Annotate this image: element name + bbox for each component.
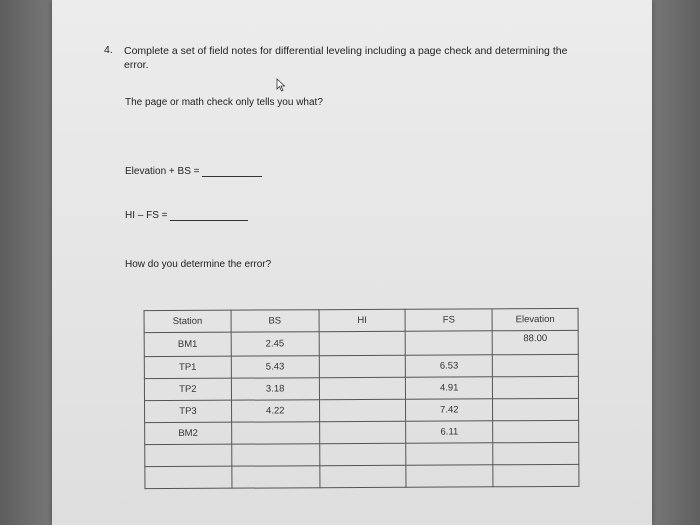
elevation-bs-answer-blank[interactable]: [202, 176, 262, 177]
bs-cell[interactable]: [232, 444, 320, 466]
elevation-bs-label: Elevation + BS =: [125, 166, 200, 177]
bs-cell: [231, 422, 319, 444]
header-hi: HI: [319, 309, 406, 331]
field-notes-table: [144, 308, 580, 489]
station-cell: TP3: [145, 400, 232, 422]
table-row: [144, 354, 578, 378]
header-fs: FS: [405, 309, 492, 331]
table-row: [145, 464, 579, 488]
elevation-bs-prompt: [125, 166, 262, 177]
elevation-cell: 88.00: [492, 330, 578, 354]
elevation-cell[interactable]: [492, 354, 578, 376]
hi-cell[interactable]: [319, 377, 406, 399]
station-cell[interactable]: [145, 444, 232, 466]
station-cell[interactable]: [145, 466, 232, 488]
fs-cell[interactable]: [406, 465, 493, 487]
table-row: [145, 420, 579, 444]
worksheet-page: [52, 0, 652, 525]
header-elevation: Elevation: [492, 308, 578, 330]
table-row: [145, 442, 579, 466]
elevation-cell[interactable]: [493, 442, 579, 464]
fs-cell: 7.42: [406, 399, 493, 421]
hi-fs-prompt: [125, 210, 248, 221]
table-row: [144, 330, 578, 356]
table-row: [145, 398, 579, 422]
bs-cell: 2.45: [231, 332, 319, 356]
station-cell: BM1: [144, 332, 231, 356]
bs-cell: 4.22: [231, 400, 319, 422]
bs-cell: 3.18: [231, 378, 319, 400]
hi-cell[interactable]: [319, 421, 406, 443]
mouse-pointer-icon: [276, 78, 286, 92]
station-cell: BM2: [145, 422, 232, 444]
hi-cell[interactable]: [319, 465, 406, 487]
hi-cell[interactable]: [319, 399, 406, 421]
table-header-row: [144, 308, 578, 332]
bs-cell[interactable]: [232, 466, 320, 488]
fs-cell: [405, 331, 492, 355]
hi-cell[interactable]: [319, 331, 406, 355]
fs-cell: 6.53: [406, 355, 493, 377]
header-station: Station: [144, 310, 231, 332]
station-cell: TP2: [144, 378, 231, 400]
fs-cell: 4.91: [406, 377, 493, 399]
elevation-cell[interactable]: [493, 420, 579, 442]
elevation-cell[interactable]: [493, 376, 579, 398]
hi-cell[interactable]: [319, 355, 406, 377]
fs-cell: 6.11: [406, 421, 493, 443]
header-bs: BS: [231, 310, 319, 332]
hi-fs-label: HI – FS =: [125, 210, 168, 221]
error-prompt: How do you determine the error?: [125, 259, 272, 270]
question-number: 4.: [104, 44, 113, 56]
elevation-cell[interactable]: [493, 398, 579, 420]
station-cell: TP1: [144, 356, 231, 378]
hi-cell[interactable]: [319, 443, 406, 465]
table-row: [144, 376, 578, 400]
fs-cell[interactable]: [406, 443, 493, 465]
elevation-cell[interactable]: [493, 464, 579, 486]
bs-cell: 5.43: [231, 356, 319, 378]
page-check-prompt: The page or math check only tells you what?: [125, 97, 323, 108]
hi-fs-answer-blank[interactable]: [170, 220, 248, 221]
question-text: Complete a set of field notes for differential leveling including a page check and determining the error.: [124, 45, 568, 71]
